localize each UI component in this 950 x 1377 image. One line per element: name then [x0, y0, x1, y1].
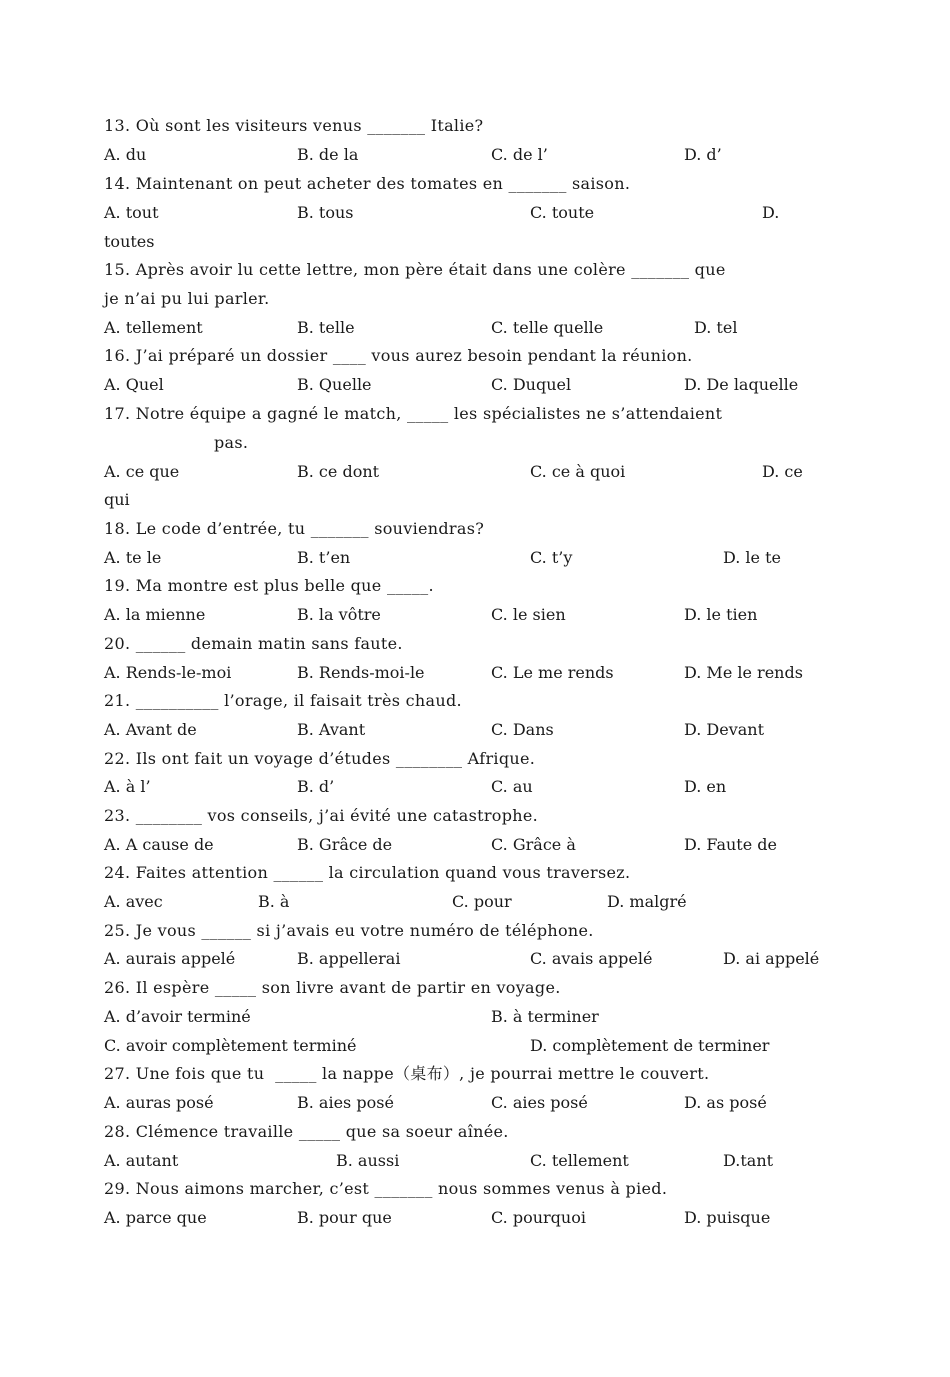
option-b[interactable]: B. appellerai [297, 949, 401, 968]
option-b[interactable]: B. tous [297, 203, 354, 222]
options-26-ab [104, 1002, 844, 1031]
option-a[interactable]: A. auras posé [104, 1093, 214, 1112]
option-b[interactable]: B. pour que [297, 1208, 392, 1227]
question-28: 28. Clémence travaille _____ que sa soeur aînée. [104, 1122, 509, 1141]
options-19 [104, 600, 844, 629]
option-b[interactable]: B. ce dont [297, 462, 380, 481]
options-22 [104, 772, 844, 801]
option-b[interactable]: B. Rends-moi-le [297, 663, 425, 682]
option-a[interactable]: A. te le [104, 548, 162, 567]
option-c[interactable]: C. t’y [530, 548, 573, 567]
question-15: 15. Après avoir lu cette lettre, mon père était dans une colère _______ que [104, 260, 726, 279]
question-23: 23. ________ vos conseils, j’ai évité une catastrophe. [104, 806, 539, 825]
option-c[interactable]: C. avoir complètement terminé [104, 1036, 357, 1055]
option-a[interactable]: A. autant [104, 1151, 179, 1170]
option-d[interactable]: D. malgré [607, 892, 687, 911]
option-b[interactable]: B. à [258, 892, 290, 911]
option-b[interactable]: B. Avant [297, 720, 366, 739]
option-b[interactable]: B. aussi [336, 1151, 400, 1170]
question-20: 20. ______ demain matin sans faute. [104, 634, 403, 653]
option-b[interactable]: B. Grâce de [297, 835, 393, 854]
options-14 [104, 198, 844, 227]
option-b[interactable]: B. t’en [297, 548, 351, 567]
question-27: 27. Une fois que tu _____ la nappe（桌布）, je pourrai mettre le couvert. [104, 1064, 710, 1083]
options-25 [104, 944, 844, 973]
question-18: 18. Le code d’entrée, tu _______ souviendras? [104, 519, 485, 538]
option-d[interactable]: D. as posé [684, 1093, 767, 1112]
option-a[interactable]: A. ce que [104, 462, 180, 481]
option-b[interactable]: B. d’ [297, 777, 335, 796]
options-26-cd [104, 1031, 844, 1060]
option-c[interactable]: C. de l’ [491, 145, 548, 164]
option-d[interactable]: D. le tien [684, 605, 758, 624]
question-14: 14. Maintenant on peut acheter des tomates en _______ saison. [104, 174, 631, 193]
option-a[interactable]: A. du [104, 145, 147, 164]
question-15-line2: je n’ai pu lui parler. [104, 289, 270, 308]
option-d[interactable]: D. ce [762, 462, 803, 481]
options-29 [104, 1203, 844, 1232]
option-b[interactable]: B. Quelle [297, 375, 372, 394]
options-20 [104, 658, 844, 687]
option-d[interactable]: D. De laquelle [684, 375, 799, 394]
option-c[interactable]: C. au [491, 777, 533, 796]
option-c[interactable]: C. pour [452, 892, 512, 911]
option-c[interactable]: C. Dans [491, 720, 554, 739]
option-a[interactable]: A. aurais appelé [104, 949, 236, 968]
option-a[interactable]: A. la mienne [104, 605, 206, 624]
option-c[interactable]: C. telle quelle [491, 318, 604, 337]
option-c[interactable]: C. pourquoi [491, 1208, 586, 1227]
options-28 [104, 1146, 844, 1175]
option-d[interactable]: D. complètement de terminer [530, 1036, 770, 1055]
option-c[interactable]: C. aies posé [491, 1093, 588, 1112]
option-d[interactable]: D. ai appelé [723, 949, 820, 968]
options-16 [104, 370, 844, 399]
option-c[interactable]: C. tellement [530, 1151, 629, 1170]
question-13: 13. Où sont les visiteurs venus _______ Italie? [104, 116, 484, 135]
option-a[interactable]: A. Quel [104, 375, 164, 394]
option-a[interactable]: A. d’avoir terminé [104, 1007, 251, 1026]
question-17: 17. Notre équipe a gagné le match, _____ les spécialistes ne s’attendaient [104, 404, 723, 423]
options-17 [104, 457, 844, 486]
option-c[interactable]: C. Le me rends [491, 663, 614, 682]
option-b[interactable]: B. de la [297, 145, 359, 164]
question-21: 21. __________ l’orage, il faisait très chaud. [104, 691, 462, 710]
option-a[interactable]: A. A cause de [104, 835, 214, 854]
question-29: 29. Nous aimons marcher, c’est _______ nous sommes venus à pied. [104, 1179, 668, 1198]
option-d[interactable]: D. le te [723, 548, 781, 567]
option-d[interactable]: D. Faute de [684, 835, 777, 854]
option-a[interactable]: A. Rends-le-moi [104, 663, 232, 682]
option-d[interactable]: D. tel [694, 318, 738, 337]
option-a[interactable]: A. Avant de [104, 720, 197, 739]
option-a[interactable]: A. à l’ [104, 777, 151, 796]
option-d[interactable]: D. Devant [684, 720, 765, 739]
option-b[interactable]: B. la vôtre [297, 605, 381, 624]
option-d-wrap: toutes [104, 232, 155, 251]
options-24 [104, 887, 844, 916]
option-c[interactable]: C. Grâce à [491, 835, 576, 854]
option-d[interactable]: D. d’ [684, 145, 722, 164]
option-c[interactable]: C. avais appelé [530, 949, 653, 968]
option-d[interactable]: D. [762, 203, 780, 222]
option-d-wrap: qui [104, 490, 130, 509]
options-23 [104, 830, 844, 859]
question-19: 19. Ma montre est plus belle que _____. [104, 576, 434, 595]
question-24: 24. Faites attention ______ la circulation quand vous traversez. [104, 863, 631, 882]
option-c[interactable]: C. le sien [491, 605, 566, 624]
option-c[interactable]: C. toute [530, 203, 595, 222]
option-d[interactable]: D.tant [723, 1151, 774, 1170]
question-25: 25. Je vous ______ si j’avais eu votre numéro de téléphone. [104, 921, 594, 940]
options-15 [104, 313, 844, 342]
option-b[interactable]: B. telle [297, 318, 355, 337]
option-d[interactable]: D. puisque [684, 1208, 771, 1227]
option-c[interactable]: C. Duquel [491, 375, 572, 394]
options-27 [104, 1088, 844, 1117]
option-b[interactable]: B. à terminer [491, 1007, 599, 1026]
option-a[interactable]: A. parce que [104, 1208, 207, 1227]
option-a[interactable]: A. tellement [104, 318, 203, 337]
options-18 [104, 543, 844, 572]
question-22: 22. Ils ont fait un voyage d’études ________ Afrique. [104, 749, 536, 768]
option-b[interactable]: B. aies posé [297, 1093, 394, 1112]
options-21 [104, 715, 844, 744]
option-c[interactable]: C. ce à quoi [530, 462, 626, 481]
option-d[interactable]: D. Me le rends [684, 663, 803, 682]
option-a[interactable]: A. tout [104, 203, 159, 222]
question-26: 26. Il espère _____ son livre avant de partir en voyage. [104, 978, 561, 997]
question-17-line2: pas. [214, 433, 249, 452]
options-13 [104, 140, 844, 169]
option-a[interactable]: A. avec [104, 892, 163, 911]
option-d[interactable]: D. en [684, 777, 727, 796]
question-16: 16. J’ai préparé un dossier ____ vous aurez besoin pendant la réunion. [104, 346, 693, 365]
